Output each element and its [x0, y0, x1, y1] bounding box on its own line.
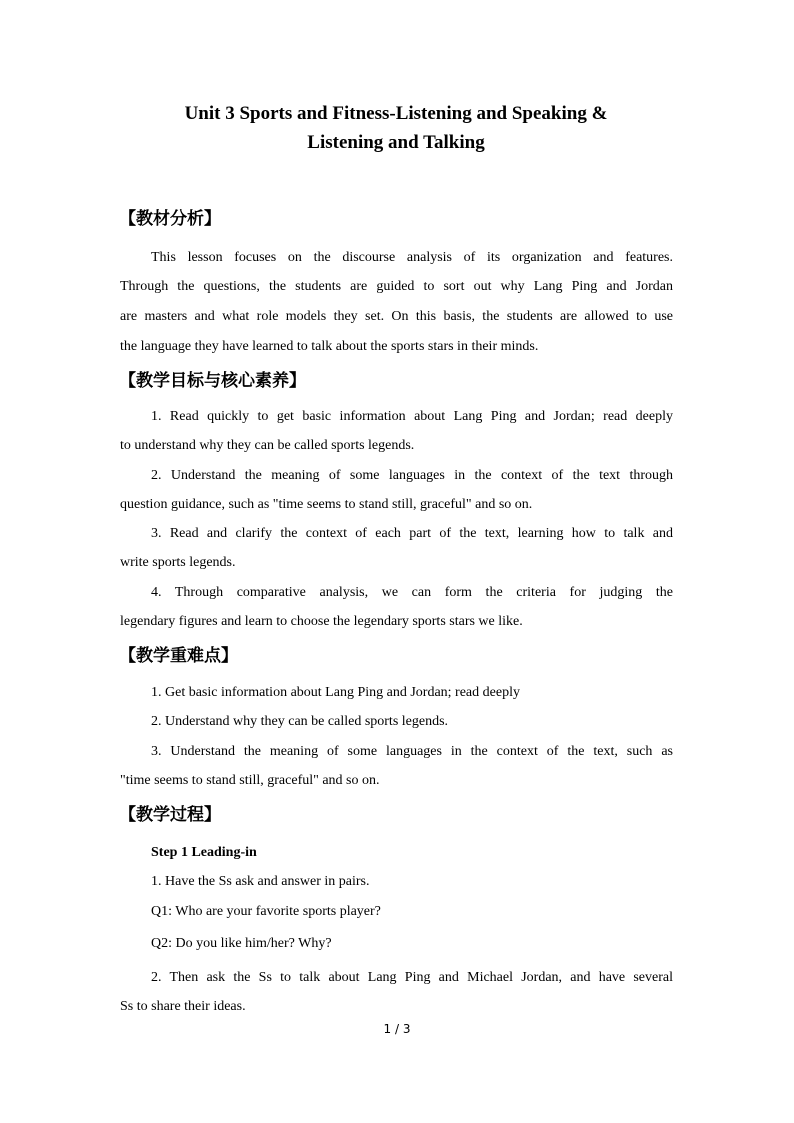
section-heading-textbook-analysis: 【教材分析】 — [119, 209, 221, 229]
paragraph-line: 2. Then ask the Ss to talk about Lang Ping and Michael Jordan, and have several — [151, 970, 673, 985]
paragraph-line: Through the questions, the students are guided to sort out why Lang Ping and Jordan — [120, 279, 673, 294]
paragraph-line: This lesson focuses on the discourse analysis of its organization and features. — [151, 250, 673, 265]
section-heading-teaching-process: 【教学过程】 — [119, 805, 221, 825]
paragraph-line: are masters and what role models they set. On this basis, the students are allowed to use — [120, 309, 673, 324]
paragraph-line: "time seems to stand still, graceful" and so on. — [120, 773, 380, 788]
paragraph-line: 4. Through comparative analysis, we can form the criteria for judging the — [151, 585, 673, 600]
question-line: Q1: Who are your favorite sports player? — [151, 904, 381, 919]
paragraph-line: Ss to share their ideas. — [120, 999, 246, 1014]
paragraph-line: 1. Get basic information about Lang Ping and Jordan; read deeply — [151, 685, 520, 700]
paragraph-line: the language they have learned to talk about the sports stars in their minds. — [120, 339, 539, 354]
document-title — [120, 99, 672, 157]
paragraph-line: 2. Understand why they can be called sports legends. — [151, 714, 449, 729]
title-line-2: Listening and Talking — [307, 132, 485, 153]
section-heading-key-points: 【教学重难点】 — [119, 646, 238, 666]
step-heading: Step 1 Leading-in — [151, 845, 257, 860]
paragraph-line: 2. Understand the meaning of some languages in the context of the text through — [151, 468, 673, 483]
question-line: Q2: Do you like him/her? Why? — [151, 936, 332, 951]
paragraph-line: 3. Read and clarify the context of each part of the text, learning how to talk and — [151, 526, 673, 541]
title-line-1: Unit 3 Sports and Fitness-Listening and Speaking & — [184, 103, 608, 124]
paragraph-line: legendary figures and learn to choose the legendary sports stars we like. — [120, 614, 523, 629]
page-number: 1 / 3 — [383, 1022, 411, 1036]
paragraph-line: to understand why they can be called sports legends. — [120, 438, 415, 453]
paragraph-line: 3. Understand the meaning of some languages in the context of the text, such as — [151, 744, 673, 759]
paragraph-line: 1. Read quickly to get basic information about Lang Ping and Jordan; read deeply — [151, 409, 673, 424]
section-heading-objectives: 【教学目标与核心素养】 — [119, 371, 306, 391]
paragraph-line: 1. Have the Ss ask and answer in pairs. — [151, 874, 370, 889]
paragraph-line: write sports legends. — [120, 555, 236, 570]
paragraph-line: question guidance, such as "time seems to stand still, graceful" and so on. — [120, 497, 533, 512]
